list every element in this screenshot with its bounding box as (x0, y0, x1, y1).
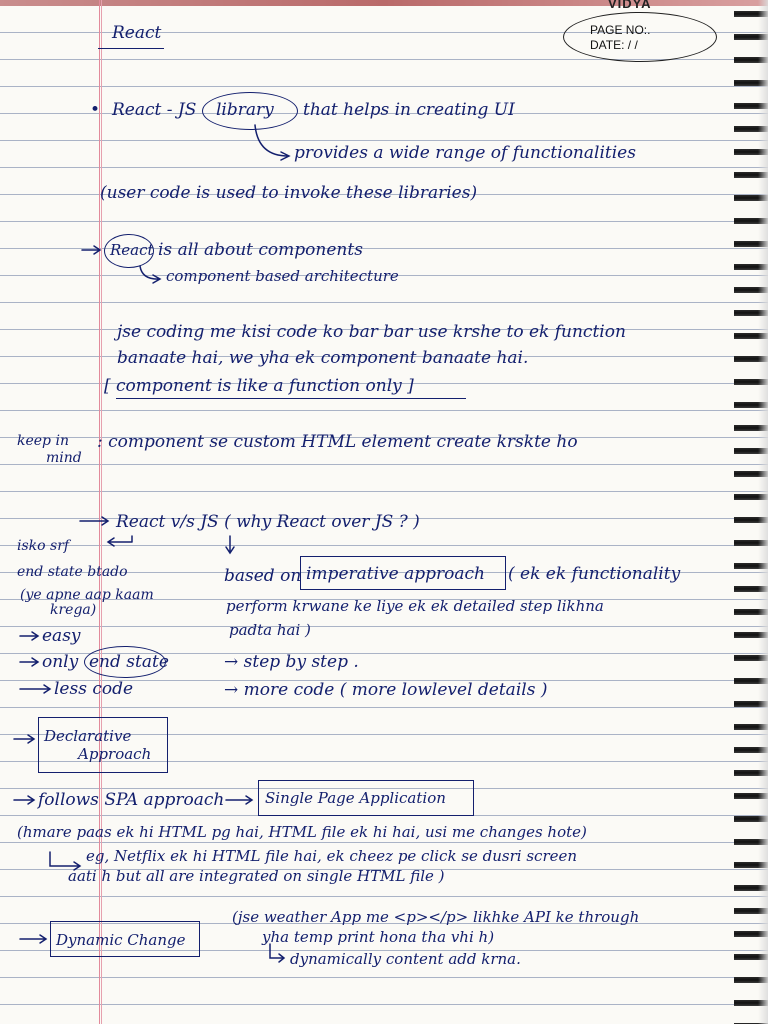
provides-arrow-line (255, 125, 288, 156)
weather-line-3: dynamically content add krna. (290, 950, 521, 968)
right-ek-ek: ( ek ek functionality (508, 564, 681, 584)
netflix-line-1: eg, Netflix ek hi HTML file hai, ek cheez pe click se dusri screen (86, 847, 578, 865)
left-end-state: end state btado (17, 564, 128, 580)
architecture-arrow (140, 266, 160, 283)
follows-spa: follows SPA approach (38, 790, 225, 810)
intro-provides: provides a wide range of functionalities (294, 143, 636, 163)
right-imperative: imperative approach (306, 564, 485, 584)
right-padta: padta hai ) (229, 621, 311, 639)
intro-react-js: React - JS (112, 100, 197, 120)
page-no-label: PAGE NO:. (590, 23, 651, 37)
right-step-by-step: → step by step . (224, 652, 359, 672)
dynamically-arrow (270, 944, 284, 962)
weather-line-1: (jse weather App me <p></p> likhke API ke through (232, 908, 640, 926)
keep-in-mind-text: : component se custom HTML element create krskte ho (97, 432, 578, 452)
less-arrow (20, 685, 50, 693)
react-word: React (110, 241, 154, 259)
right-step-text: step by step . (243, 652, 359, 672)
page-heading: React (112, 23, 162, 43)
component-note: [ component is like a function only ] (104, 376, 414, 396)
left-krega: krega) (50, 602, 97, 618)
right-more-text: more code ( more lowlevel details ) (243, 680, 548, 700)
bullet-dot: • (90, 100, 101, 120)
right-based-on: based on (224, 566, 302, 586)
spa-right-arrow (226, 796, 252, 804)
keep-in-label: keep in (17, 433, 69, 449)
left-less-code: less code (54, 679, 134, 699)
hmare-paas: (hmare paas ek hi HTML pg hai, HTML file ek hi hai, usi me changes hote) (17, 823, 587, 841)
spa-left-arrow (14, 796, 34, 804)
netflix-arrow (50, 852, 80, 870)
right-perform: perform krwane ke liye ek ek detailed step likhna (226, 597, 604, 615)
jse-line-2: banaate hai, we yha ek component banaate hai. (117, 348, 529, 368)
react-architecture: component based architecture (166, 267, 399, 285)
spa-label: Single Page Application (265, 789, 446, 807)
declarative-label: Declarative (44, 727, 132, 745)
left-easy: easy (42, 626, 81, 646)
react-about: is all about components (158, 240, 363, 260)
jse-line-1: jse coding me kisi code ko bar bar use krshe to ek function (117, 322, 626, 342)
mind-label: mind (46, 450, 82, 466)
only-arrow (20, 658, 38, 666)
left-only: only (42, 652, 79, 672)
left-back-arrow (108, 536, 132, 546)
weather-line-2: yha temp print hona tha vhi h) (262, 928, 495, 946)
left-isko-srf: isko srf (17, 538, 70, 554)
intro-user-code: (user code is used to invoke these libraries) (100, 183, 478, 203)
netflix-line-2: aati h but all are integrated on single HTML file ) (68, 867, 445, 885)
intro-rest: that helps in creating UI (303, 100, 515, 120)
vs-arrow (80, 517, 108, 525)
react-arrow (82, 246, 100, 254)
notebook-brand: VIDYA (608, 0, 652, 11)
declarative-arrow (14, 735, 34, 743)
left-end-state-circled: end state (89, 652, 169, 672)
date-label: DATE: / / (590, 38, 638, 52)
dynamic-change-label: Dynamic Change (56, 931, 186, 949)
left-apne-aap: (ye apne aap kaam (20, 587, 154, 603)
dynamic-arrow (20, 935, 46, 943)
intro-library: library (216, 100, 274, 120)
easy-arrow (20, 632, 38, 640)
react-vs-js-heading: React v/s JS ( why React over JS ? ) (116, 512, 420, 532)
approach-label: Approach (78, 745, 152, 763)
down-arrow (226, 536, 234, 553)
right-more-code: → more code ( more lowlevel details ) (224, 680, 548, 700)
